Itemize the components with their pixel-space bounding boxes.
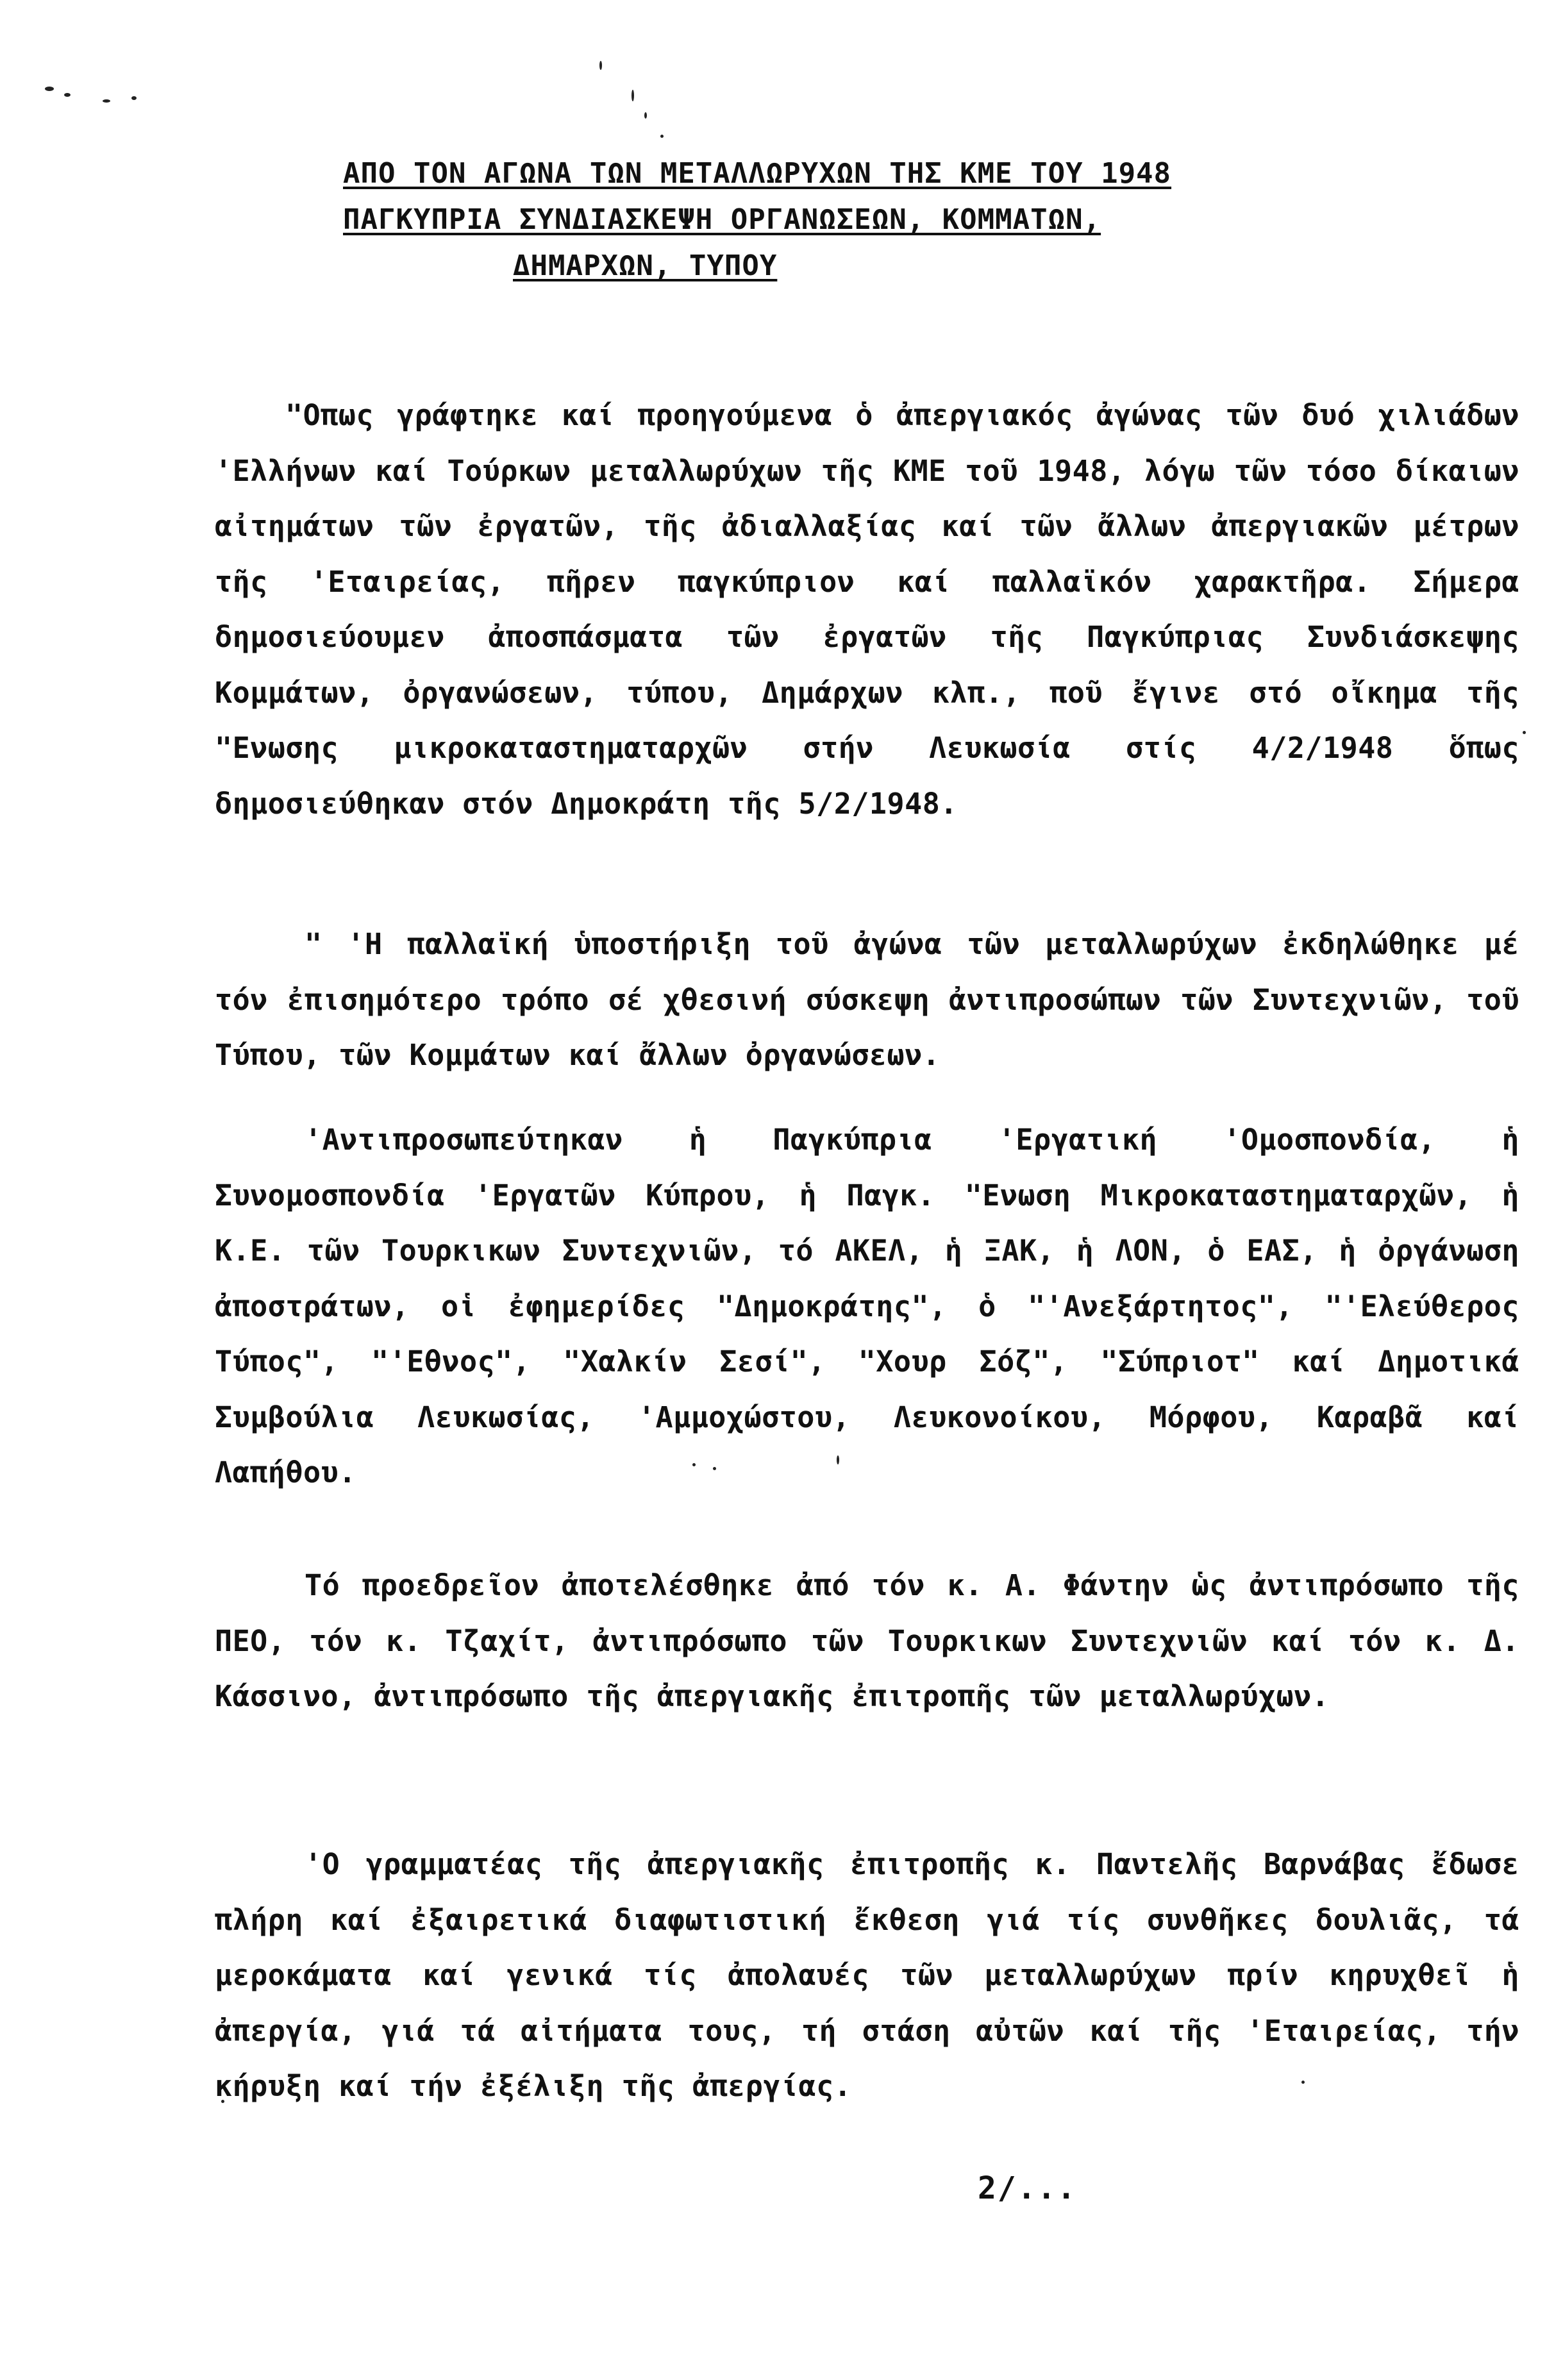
heading-line-1: ΑΠΟ ΤΟΝ ΑΓΩΝΑ ΤΩΝ ΜΕΤΑΛΛΩΡΥΧΩΝ ΤΗΣ ΚΜΕ ΤΟΥ 1948 bbox=[343, 157, 1172, 190]
paragraph-intro: "Οπως γράφτηκε καί προηγούμενα ὁ ἀπεργιακός ἀγώνας τῶν δυό χιλιάδων 'Ελλήνων καί Τούρκων μεταλλωρύχων τῆς ΚΜΕ τοῦ 1948, λόγω τῶν τόσο δίκαιων αἰτημάτων τῶν ἐργατῶν, τῆς ἀδιαλλαξίας καί τῶν ἄλλων ἀπεργιακῶν μέτρων τῆς 'Εταιρείας, πῆρεν παγκύπριον καί παλλαϊκόν χαρακτῆρα. Σήμερα δημοσιεύουμεν ἀποσπάσματα τῶν ἐργατῶν τῆς Παγκύπριας Συνδιάσκεψης Κομμάτων, ὀργανώσεων, τύπου, Δημάρχων κλπ., ποῦ ἔγινε στό οἴκημα τῆς "Ενωσης μικροκαταστηματαρχῶν στήν Λευκωσία στίς 4/2/1948 ὅπως δημοσιεύθηκαν στόν Δημοκράτη τῆς 5/2/1948. bbox=[215, 398, 1519, 821]
paragraph-secretary-report: 'Ο γραμματέας τῆς ἀπεργιακῆς ἐπιτροπῆς κ. Παντελῆς Βαρνάβας ἔδωσε πλήρη καί ἐξαιρετικά διαφωτιστική ἔκθεση γιά τίς συνθῆκες δουλιᾶς, τά μεροκάματα καί γενικά τίς ἀπολαυές τῶν μεταλλωρύχων πρίν κηρυχθεῖ ἡ ἀπεργία, γιά τά αἰτήματα τους, τή στάση αὐτῶν καί τῆς 'Εταιρείας, τήν κήρυξη καί τήν ἐξέλιξη τῆς ἀπεργίας. bbox=[215, 1847, 1519, 2103]
scan-speck bbox=[45, 87, 54, 91]
paragraph-presidium: Τό προεδρεῖον ἀποτελέσθηκε ἀπό τόν κ. Α. Φάντην ὡς ἀντιπρόσωπο τῆς ΠΕΟ, τόν κ. Τζαχίτ, ἀντιπρόσωπο τῶν Τουρκικων Συντεχνιῶν καί τόν κ. Δ. Κάσσινο, ἀντιπρόσωπο τῆς ἀπεργιακῆς ἐπιτροπῆς τῶν μεταλλωρύχων. bbox=[215, 1568, 1519, 1713]
paragraph-support: " 'Η παλλαϊκή ὑποστήριξη τοῦ ἀγώνα τῶν μεταλλωρύχων ἐκδηλώθηκε μέ τόν ἐπισημότερο τρόπο σέ χθεσινή σύσκεψη ἀντιπροσώπων τῶν Συντεχνιῶν, τοῦ Τύπου, τῶν Κομμάτων καί ἄλλων ὀργανώσεων. bbox=[215, 927, 1519, 1072]
heading-line-2: ΠΑΓΚΥΠΡΙΑ ΣΥΝΔΙΑΣΚΕΨΗ ΟΡΓΑΝΩΣΕΩΝ, ΚΟΜΜΑΤΩΝ, bbox=[343, 203, 1101, 236]
page-number: 2/... bbox=[978, 2170, 1077, 2206]
scan-speck bbox=[644, 112, 647, 119]
scan-speck bbox=[103, 99, 110, 103]
scan-speck bbox=[64, 93, 71, 97]
scan-speck bbox=[599, 61, 602, 70]
document-heading bbox=[343, 151, 1305, 289]
scan-speck bbox=[1523, 731, 1526, 734]
scan-speck bbox=[631, 90, 634, 101]
scan-speck bbox=[131, 96, 137, 100]
heading-line-3: ΔΗΜΑΡΧΩΝ, ΤΥΠΟΥ bbox=[513, 249, 778, 282]
paragraph-representatives: 'Αντιπροσωπεύτηκαν ἡ Παγκύπρια 'Εργατική 'Ομοσπονδία, ἡ Συνομοσπονδία 'Εργατῶν Κύπρου, ἡ Παγκ. "Ενωση Μικροκαταστηματαρχῶν, ἡ Κ.Ε. τῶν Τουρκικων Συντεχνιῶν, τό ΑΚΕΛ, ἡ ΞΑΚ, ἡ ΛΟΝ, ὁ ΕΑΣ, ἡ ὀργάνωση ἀποστράτων, οἱ ἐφημερίδες "Δημοκράτης", ὁ "'Ανεξάρτητος", "'Ελεύθερος Τύπος", "'Εθνος", "Χαλκίν Σεσί", "Χουρ Σόζ", "Σύπριοτ" καί Δημοτικά Συμβούλια Λευκωσίας, 'Αμμοχώστου, Λευκονοίκου, Μόρφου, Καραβᾶ καί Λαπήθου. bbox=[215, 1123, 1519, 1489]
scan-speck bbox=[660, 135, 664, 138]
